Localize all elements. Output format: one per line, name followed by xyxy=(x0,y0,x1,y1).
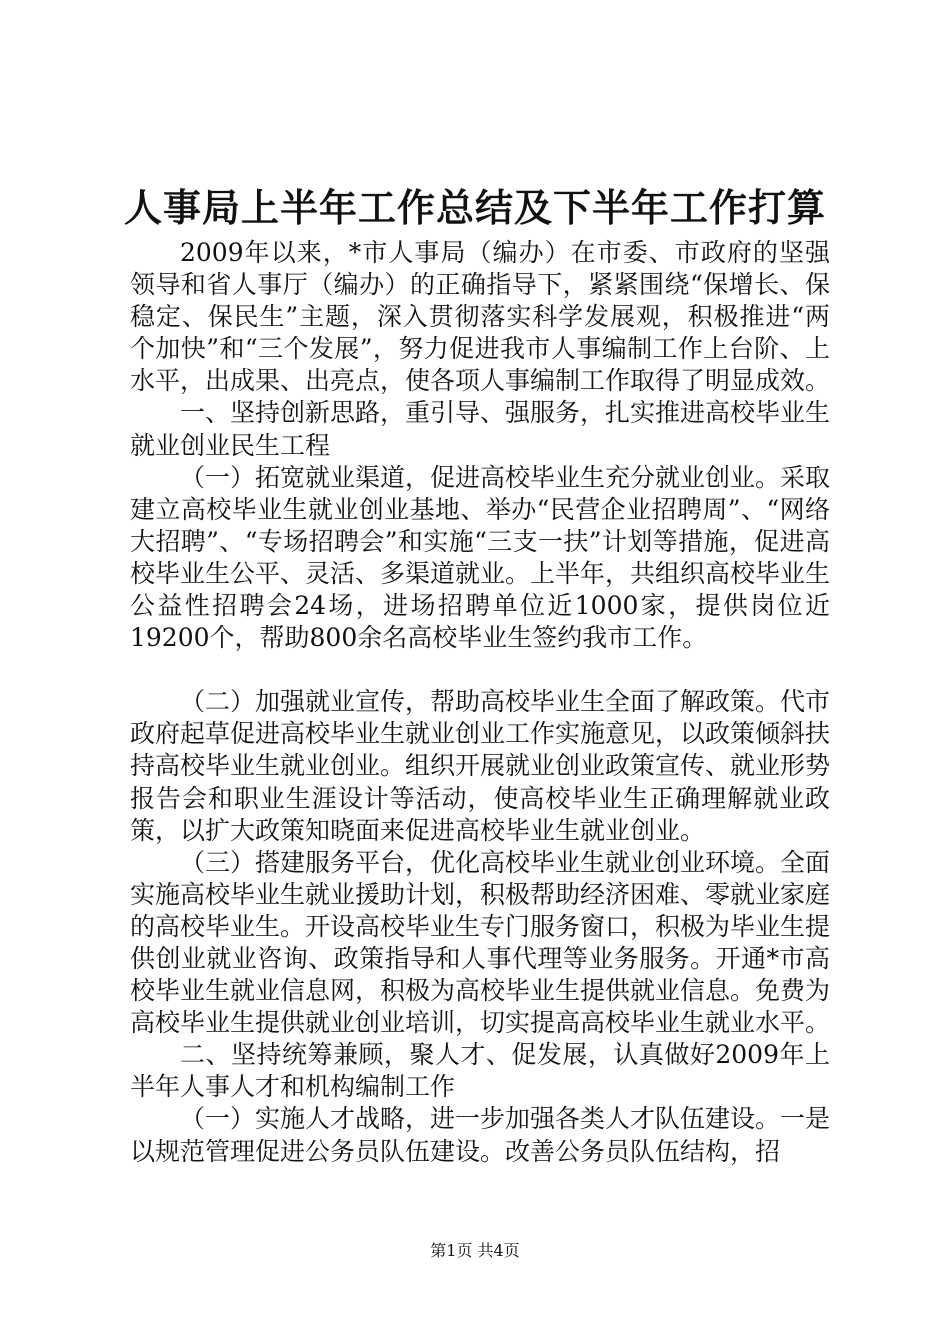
page-footer: 第1页 共4页 xyxy=(430,1241,520,1260)
body-paragraph: （三）搭建服务平台，优化高校毕业生就业创业环境。全面实施高校毕业生就业援助计划，积极帮助经济困难、零就业家庭的高校毕业生。开设高校毕业生专门服务窗口，积极为毕业生提供创业就业咨询、政策指导和人事代理等业务服务。开通*市高校毕业生就业信息网，积极为高校毕业生提供就业信息。免费为高校毕业生提供就业创业培训，切实提高高校毕业生就业水平。 xyxy=(130,847,831,1038)
section-heading-2: 二、坚持统筹兼顾，聚人才、促发展，认真做好2009年上半年人事人才和机构编制工作 xyxy=(130,1040,830,1102)
body-paragraph: （二）加强就业宣传，帮助高校毕业生全面了解政策。代市政府起草促进高校毕业生就业创业工作实施意见，以政策倾斜扶持高校毕业生就业创业。组织开展就业创业政策宣传、就业形势报告会和职业生涯设计等活动，使高校毕业生正确理解就业政策，以扩大政策知晓面来促进高校毕业生就业创业。 xyxy=(130,687,831,845)
document-title: 人事局上半年工作总结及下半年工作打算 xyxy=(123,185,826,230)
intro-paragraph: 2009年以来，*市人事局（编办）在市委、市政府的坚强领导和省人事厅（编办）的正确指导下，紧紧围绕“保增长、保稳定、保民生”主题，深入贯彻落实科学发展观，积极推进“两个加快”和“三个发展”，努力促进我市人事编制工作上台阶、上水平，出成果、出亮点，使各项人事编制工作取得了明显成效。 xyxy=(130,238,831,396)
document-body xyxy=(130,237,830,1168)
section-heading-1: 一、坚持创新思路，重引导、强服务，扎实推进高校毕业生就业创业民生工程 xyxy=(130,398,831,460)
body-paragraph: （一）拓宽就业渠道，促进高校毕业生充分就业创业。采取建立高校毕业生就业创业基地、举办“民营企业招聘周”、“网络大招聘”、“专场招聘会”和实施“三支一扶”计划等措施，促进高校毕业生公平、灵活、多渠道就业。上半年，共组织高校毕业生公益性招聘会24场，进场招聘单位近1000家，提供岗位近19200个，帮助800余名高校毕业生签约我市工作。 xyxy=(130,462,831,653)
body-paragraph: （一）实施人才战略，进一步加强各类人才队伍建设。一是以规范管理促进公务员队伍建设。改善公务员队伍结构，招 xyxy=(130,1104,831,1166)
paragraph-spacer xyxy=(130,654,830,686)
